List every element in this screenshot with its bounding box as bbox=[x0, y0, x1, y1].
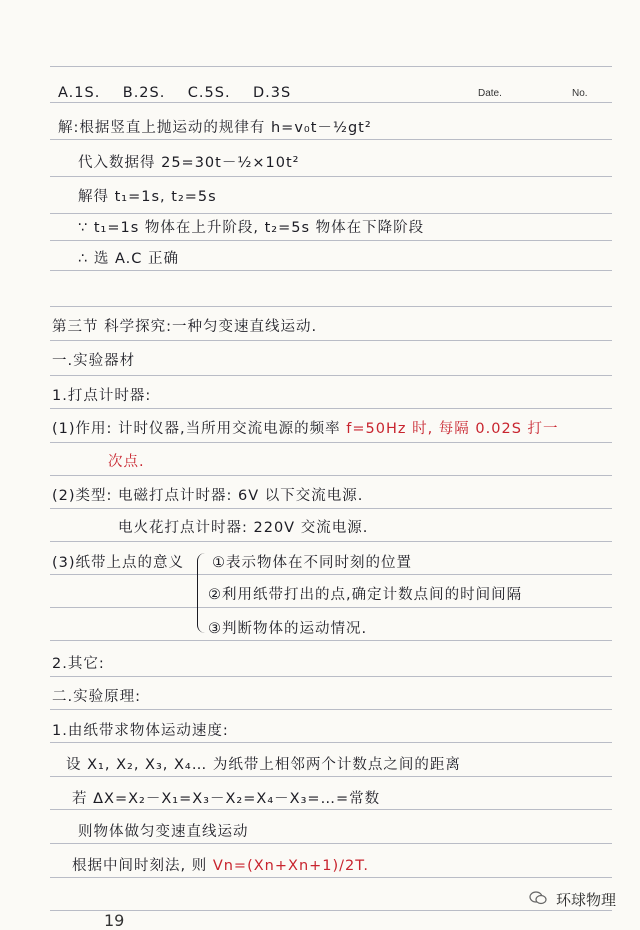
heading-timer: 1.打点计时器: bbox=[52, 388, 152, 404]
therefore-line: ∴ 选 A.C 正确 bbox=[78, 251, 179, 267]
brace-bracket bbox=[197, 553, 208, 633]
usage-highlight: f=50Hz 时, 每隔 0.02S 打一 bbox=[346, 421, 559, 437]
type-line-2: 电火花打点计时器: 220V 交流电源. bbox=[118, 520, 369, 536]
rule-line bbox=[50, 574, 612, 575]
rule-line bbox=[50, 508, 612, 509]
rule-line bbox=[50, 843, 612, 844]
rule-line bbox=[50, 306, 612, 307]
meaning-item-2: ②利用纸带打出的点,确定计数点间的时间间隔 bbox=[208, 587, 523, 603]
meaning-heading: (3)纸带上点的意义 bbox=[52, 555, 185, 571]
rule-line bbox=[50, 139, 612, 140]
type-line-1: (2)类型: 电磁打点计时器: 6V 以下交流电源. bbox=[52, 488, 364, 504]
usage-line bbox=[52, 422, 559, 437]
heading-principle: 二.实验原理: bbox=[52, 689, 141, 705]
midpoint-line bbox=[72, 859, 369, 874]
heading-other: 2.其它: bbox=[52, 656, 105, 672]
rule-line bbox=[50, 676, 612, 677]
meaning-item-1: ①表示物体在不同时刻的位置 bbox=[212, 555, 412, 571]
rule-line bbox=[50, 340, 612, 341]
then-line: 则物体做匀变速直线运动 bbox=[78, 824, 249, 840]
rule-line bbox=[50, 375, 612, 376]
section-title: 第三节 科学探究:一种匀变速直线运动. bbox=[52, 319, 318, 335]
rule-line bbox=[50, 66, 612, 67]
solution-line: 解:根据竖直上抛运动的规律有 h=v₀t－½gt² bbox=[58, 120, 372, 136]
rule-line bbox=[50, 541, 612, 542]
if-line: 若 ΔX=X₂－X₁=X₃－X₂=X₄－X₃=…=常数 bbox=[72, 791, 381, 807]
meaning-item-3: ③判断物体的运动情况. bbox=[208, 621, 368, 637]
rule-line bbox=[50, 640, 612, 641]
usage-text: (1)作用: 计时仪器,当所用交流电源的频率 bbox=[52, 421, 341, 437]
midpoint-text: 根据中间时刻法, 则 bbox=[72, 858, 208, 874]
because-line: ∵ t₁=1s 物体在上升阶段, t₂=5s 物体在下降阶段 bbox=[78, 220, 425, 236]
rule-line bbox=[50, 442, 612, 443]
rule-line bbox=[50, 709, 612, 710]
rule-line bbox=[50, 776, 612, 777]
rule-line bbox=[50, 213, 612, 214]
usage-continuation: 次点. bbox=[108, 454, 145, 470]
rule-line bbox=[50, 809, 612, 810]
page-number: 19 bbox=[104, 911, 125, 930]
watermark-text: 环球物理 bbox=[555, 891, 616, 909]
date-label: Date. bbox=[478, 88, 502, 99]
rule-line bbox=[50, 176, 612, 177]
rule-line bbox=[50, 877, 612, 878]
rule-line bbox=[50, 607, 612, 608]
heading-equipment: 一.实验器材 bbox=[52, 353, 136, 369]
rule-line bbox=[50, 270, 612, 271]
no-label: No. bbox=[572, 88, 588, 99]
watermark bbox=[529, 889, 616, 910]
let-line: 设 X₁, X₂, X₃, X₄… 为纸带上相邻两个计数点之间的距离 bbox=[66, 757, 461, 773]
solve-line: 解得 t₁=1s, t₂=5s bbox=[78, 189, 217, 205]
substitute-line: 代入数据得 25=30t－½×10t² bbox=[78, 155, 300, 171]
midpoint-formula: Vn=(Xn+Xn+1)/2T. bbox=[212, 858, 370, 874]
rule-line bbox=[50, 102, 612, 103]
rule-line bbox=[50, 742, 612, 743]
rule-line bbox=[50, 475, 612, 476]
rule-line bbox=[50, 910, 612, 911]
rule-line bbox=[50, 240, 612, 241]
rule-line bbox=[50, 408, 612, 409]
wechat-icon bbox=[529, 891, 547, 909]
answer-options: A.1S. B.2S. C.5S. D.3S bbox=[58, 85, 292, 101]
speed-heading: 1.由纸带求物体运动速度: bbox=[52, 723, 229, 739]
